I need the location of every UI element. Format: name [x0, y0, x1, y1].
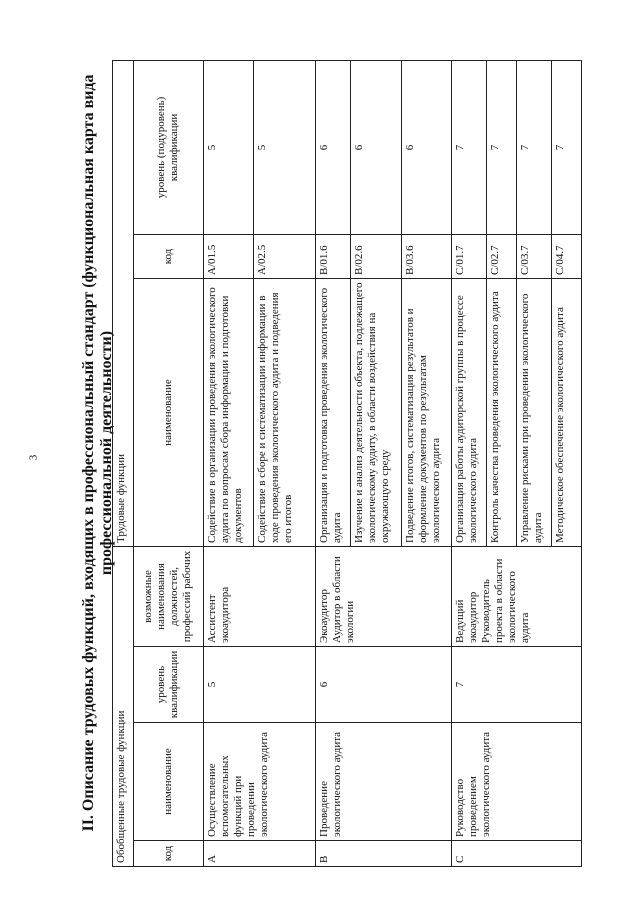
header-qual-level: уровень квалификации — [133, 647, 204, 723]
header-tf-level: уровень (подуровень) квалификации — [133, 60, 204, 234]
function-name: Организация работы аудиторской группы в процессе экологического аудита — [451, 278, 486, 546]
page-number: 3 — [27, 454, 40, 461]
function-level: 6 — [351, 60, 401, 234]
function-code: B/02.6 — [351, 234, 401, 278]
section-title: II. Описание трудовых функций, входящих в профессиональный стандарт (функциональная карта вида профессиональной деятельности) — [80, 74, 115, 832]
group-level: 7 — [451, 647, 581, 723]
function-name: Контроль качества проведения экологического аудита — [487, 278, 517, 546]
header-tf-code: код — [133, 234, 204, 278]
function-code: A/01.5 — [204, 234, 254, 278]
function-name: Методическое обеспечение экологического аудита — [552, 278, 582, 546]
group-name: Осуществление вспомогательных функций при проведении экологического аудита — [204, 723, 316, 841]
function-level: 5 — [204, 60, 254, 234]
functional-map-table-container — [112, 61, 582, 867]
function-code: A/02.5 — [254, 234, 316, 278]
function-name: Изучение и анализ деятельности объекта, подлежащего экологическому аудиту, в области воздействия на окружающую среду — [351, 278, 401, 546]
function-level: 6 — [401, 60, 451, 234]
table-row — [451, 60, 486, 866]
function-name: Управление рисками при проведении экологического аудита — [516, 278, 551, 546]
function-name: Организация и подготовка проведения экологического аудита — [316, 278, 351, 546]
header-labor-functions: Трудовые функции — [113, 60, 134, 546]
function-level: 7 — [552, 60, 582, 234]
header-row-1 — [113, 60, 134, 866]
function-code: C/01.7 — [451, 234, 486, 278]
function-name: Подведение итогов, систематизация результатов и оформление документов по результатам экологического аудита — [401, 278, 451, 546]
function-code: C/03.7 — [516, 234, 551, 278]
group-name: Проведение экологического аудита — [316, 723, 452, 841]
function-level: 7 — [516, 60, 551, 234]
group-name: Руководство проведением экологического аудита — [451, 723, 581, 841]
group-level: 5 — [204, 647, 316, 723]
group-positions: Ведущий экоаудитор Руководитель проекта в области экологического аудита — [451, 546, 581, 646]
table-row — [204, 60, 254, 866]
function-code: B/03.6 — [401, 234, 451, 278]
group-code: C — [451, 841, 581, 867]
functional-map-table — [112, 60, 582, 867]
function-level: 7 — [451, 60, 486, 234]
function-code: B/01.6 — [316, 234, 351, 278]
table-row — [316, 60, 351, 866]
header-positions: возможные наименования должностей, профессий рабочих — [133, 546, 204, 646]
header-generalized: Обобщенные трудовые функции — [113, 546, 134, 866]
function-level: 7 — [487, 60, 517, 234]
header-name: наименование — [133, 723, 204, 841]
group-code: A — [204, 841, 316, 867]
function-code: C/04.7 — [552, 234, 582, 278]
group-positions: Ассистент экоаудитора — [204, 546, 316, 646]
group-code: B — [316, 841, 452, 867]
group-positions: Экоаудитор Аудитор в области экологии — [316, 546, 452, 646]
header-code: код — [133, 841, 204, 867]
header-tf-name: наименование — [133, 278, 204, 546]
header-row-2 — [133, 60, 204, 866]
function-level: 6 — [316, 60, 351, 234]
function-level: 5 — [254, 60, 316, 234]
group-level: 6 — [316, 647, 452, 723]
function-name: Содействие в организации проведения экологического аудита по вопросам сбора информации и подготовки документов — [204, 278, 254, 546]
function-code: C/02.7 — [487, 234, 517, 278]
function-name: Содействие в сборе и систематизации информации в ходе проведения экологического аудита и подведения его итогов — [254, 278, 316, 546]
